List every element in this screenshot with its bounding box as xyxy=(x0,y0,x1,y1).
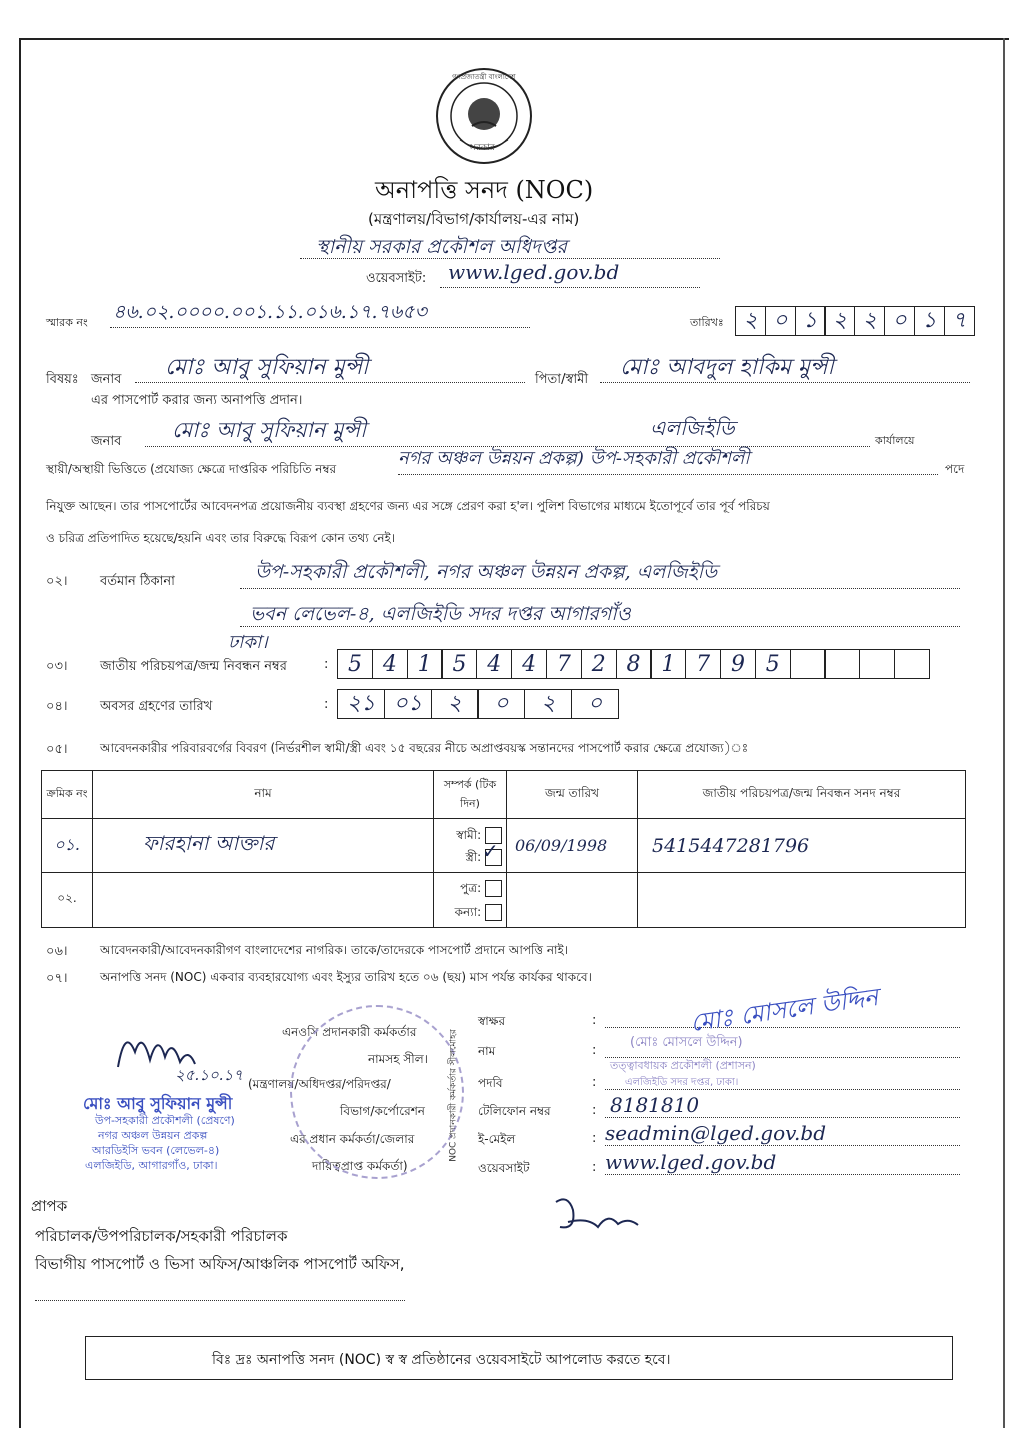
officer-signature: মোঃ মোসলে উদ্দিন xyxy=(688,982,880,1038)
row2-dob xyxy=(507,873,638,928)
website-label: ওয়েবসাইট: xyxy=(366,271,427,286)
rel-wife-label: স্ত্রী: xyxy=(465,849,482,864)
rel-daughter-label: কন্যা: xyxy=(454,905,482,919)
date-digit-cell: ৭ xyxy=(944,306,975,336)
website-dots xyxy=(605,1174,960,1175)
retire-label: অবসর গ্রহণের তারিখ xyxy=(100,699,213,714)
row1-name-text: ফারহানা আক্তার xyxy=(143,831,275,855)
applicant-sig-date: ২৫.১০.১৭ xyxy=(175,1066,243,1084)
retire-digit-cell: ২ xyxy=(431,689,479,719)
nid-digit-cell: 8 xyxy=(616,649,652,679)
header-dob: জন্ম তারিখ xyxy=(507,771,638,819)
officer-name-stamp: (মোঃ মোসলে উদ্দিন) xyxy=(630,1035,743,1050)
memo-line xyxy=(110,327,530,328)
page-title: অনাপত্তি সনদ (NOC) xyxy=(375,176,594,204)
officer-label-6: দায়িত্বপ্রাপ্ত কর্মকর্তা) xyxy=(312,1159,408,1173)
date-digit-cell: ২ xyxy=(735,306,766,336)
body-office: এলজিইডি xyxy=(650,416,735,440)
subject-janab: জনাব xyxy=(91,372,122,387)
colon-4: : xyxy=(592,1103,597,1118)
subject-label: বিষয়ঃ xyxy=(46,372,79,387)
field-name-label: নাম xyxy=(478,1044,496,1058)
applicant-stamp-line4: এলজিইডি, আগারগাঁও, ঢাকা। xyxy=(85,1159,218,1172)
nid-digit-cell: 4 xyxy=(476,649,512,679)
row2-serial: ০২. xyxy=(42,873,93,928)
family-label: আবেদনকারীর পরিবারবর্গের বিবরণ (নির্ভরশীল স্বামী/স্ত্রী এবং ১৫ বছরের নীচে অপ্রাপ্তবয়স্ক সন্তানদের পাসপোর্ট করার ক্ষেত্রে প্রযোজ্য)ঃ xyxy=(100,741,749,755)
recipient-label: প্রাপক xyxy=(31,1197,68,1215)
office-seal xyxy=(290,1005,464,1179)
nid-digit-cell: 9 xyxy=(720,649,756,679)
officer-label-3: (মন্ত্রণালয়/অধিদপ্তর/পরিদপ্তর/ xyxy=(248,1077,391,1091)
retire-digit-cell: ২১ xyxy=(337,689,385,719)
header-name: নাম xyxy=(93,771,434,819)
body-janab: জনাব xyxy=(91,434,122,449)
date-digit-cell: ২ xyxy=(824,306,855,336)
row1-serial-text: ০১. xyxy=(54,835,80,854)
recipient-line1: পরিচালক/উপপরিচালক/সহকারী পরিচালক xyxy=(35,1227,288,1245)
nid-digit-cell: 4 xyxy=(372,649,408,679)
nid-digit-cell: 5 xyxy=(755,649,791,679)
row2-relation xyxy=(434,873,507,928)
website-value: www.lged.gov.bd xyxy=(448,260,620,284)
row1-dob xyxy=(507,819,638,873)
designation-suffix: পদে xyxy=(945,462,965,476)
rel-son-label: পুত্র: xyxy=(460,881,482,895)
colon-2: : xyxy=(592,1043,597,1058)
office-suffix: কার্যালয়ে xyxy=(875,434,915,447)
date-label: তারিখঃ xyxy=(690,316,724,329)
citizen-text: আবেদনকারী/আবেদনকারীগণ বাংলাদেশের নাগরিক। তাকে/তাদেরকে পাসপোর্ট প্রদানে আপত্তি নাই। xyxy=(100,943,569,957)
initial-signature-icon xyxy=(548,1192,643,1237)
father-label: পিতা/স্বামী xyxy=(535,372,589,387)
officer-label-5: এর প্রধান কর্মকর্তা/জেলার xyxy=(290,1132,415,1146)
row1-nid-text: 5415447281796 xyxy=(652,834,810,857)
family-table xyxy=(41,770,966,928)
item-07-number: ০৭। xyxy=(46,971,68,986)
field-website-label: ওয়েবসাইট xyxy=(478,1161,530,1175)
table-row xyxy=(42,873,966,928)
father-name-line xyxy=(600,382,970,383)
officer-label-1: এনওসি প্রদানকারী কর্মকর্তার xyxy=(282,1025,417,1039)
phone-dots xyxy=(605,1117,960,1118)
colon-1: : xyxy=(592,1013,597,1028)
recipient-line2: বিভাগীয় পাসপোর্ট ও ভিসা অফিস/আঞ্চলিক পাসপোর্ট অফিস, xyxy=(35,1255,405,1273)
validity-text: অনাপত্তি সনদ (NOC) একবার ব্যবহারযোগ্য এবং ইস্যুর তারিখ হতে ০৬ (ছয়) মাস পর্যন্ত কার্যকর থাকবে। xyxy=(100,970,592,984)
rel-daughter-checkbox[interactable] xyxy=(485,904,502,921)
nid-digit-cell xyxy=(790,649,826,679)
date-digit-cell: ১ xyxy=(914,306,945,336)
nid-digit-cell: 7 xyxy=(685,649,721,679)
body-name: মোঃ আবু সুফিয়ান মুন্সী xyxy=(172,418,367,442)
recipient-blank-line xyxy=(35,1300,405,1301)
nid-label: জাতীয় পরিচয়পত্র/জন্ম নিবন্ধন নম্বর xyxy=(100,659,287,674)
office-name: স্থানীয় সরকার প্রকৌশল অধিদপ্তর xyxy=(316,236,567,258)
nid-digit-cell: 1 xyxy=(407,649,443,679)
retire-boxes xyxy=(337,689,618,719)
nid-digit-cell: 1 xyxy=(650,649,686,679)
address-line2: ভবন লেভেল-৪, এলজিইডি সদর দপ্তর আগারগাঁও xyxy=(250,603,631,625)
nid-digit-cell: 2 xyxy=(581,649,617,679)
memo-value: ৪৬.০২.০০০০.০০১.১১.০১৬.১৭.৭৬৫৩ xyxy=(113,301,427,323)
item-02-number: ০২। xyxy=(46,574,68,589)
rel-son-checkbox[interactable] xyxy=(485,880,502,897)
retire-digit-cell: ০ xyxy=(571,689,619,719)
rel-wife-checkbox[interactable] xyxy=(482,838,502,866)
applicant-stamp-line3: আরডিইসি ভবন (লেভেল-৪) xyxy=(92,1144,220,1157)
field-signature-label: স্বাক্ষর xyxy=(478,1014,506,1028)
nid-boxes xyxy=(337,649,929,679)
date-digit-cell: ১ xyxy=(795,306,826,336)
address-line1: উপ-সহকারী প্রকৌশলী, নগর অঞ্চল উন্নয়ন প্রকল্প, এলজিইডি xyxy=(255,561,718,583)
page-border-left xyxy=(19,38,21,1428)
officer-website: www.lged.gov.bd xyxy=(605,1150,777,1174)
officer-phone: 8181810 xyxy=(610,1093,700,1117)
table-row xyxy=(42,819,966,873)
emblem-text-top: গণপ্রজাতন্ত্রী বাংলাদেশ xyxy=(452,73,516,81)
header-nid: জাতীয় পরিচয়পত্র/জন্ম নিবন্ধন সনদ নম্বর xyxy=(638,771,966,819)
page-border-top xyxy=(19,38,1009,40)
footer-note: বিঃ দ্রঃ অনাপত্তি সনদ (NOC) স্ব স্ব প্রতিষ্ঠানের ওয়েবসাইটে আপলোড করতে হবে। xyxy=(212,1352,671,1368)
nid-colon: : xyxy=(324,657,329,672)
body-para2: নিযুক্ত আছেন। তার পাসপোর্টের আবেদনপত্র প্রয়োজনীয় ব্যবস্থা গ্রহণের জন্য এর সঙ্গে প্রেরণ করা হ'ল। পুলিশ বিভাগের মাধ্যমে ইতোপূর্বে তার পূর্ব পরিচয় xyxy=(46,499,770,513)
permanent-text: স্থায়ী/অস্থায়ী ভিত্তিতে (প্রযোজ্য ক্ষেত্রে দাপ্তরিক পরিচিতি নম্বর xyxy=(46,462,337,476)
designation-hand: নগর অঞ্চল উন্নয়ন প্রকল্প) উপ-সহকারী প্রকৌশলী xyxy=(398,448,750,469)
email-dots xyxy=(605,1145,960,1146)
date-digit-cell: ০ xyxy=(884,306,915,336)
page-subtitle: (মন্ত্রণালয়/বিভাগ/কার্যালয়-এর নাম) xyxy=(368,210,580,228)
check-mark-icon: ✓ xyxy=(482,838,499,863)
applicant-name-line xyxy=(135,382,525,383)
family-table-header xyxy=(42,771,966,819)
emblem-text-bottom: সরকার xyxy=(470,143,495,153)
officer-designation-stamp: তত্ত্বাবধায়ক প্রকৌশলী (প্রশাসন) xyxy=(610,1059,756,1072)
field-email-label: ই-মেইল xyxy=(478,1132,516,1146)
field-designation-label: পদবি xyxy=(478,1076,503,1090)
address-line2-dots xyxy=(240,626,960,627)
retire-colon: : xyxy=(324,697,329,712)
nid-digit-cell xyxy=(894,649,930,679)
designation-line xyxy=(398,474,938,475)
item-06-number: ০৬। xyxy=(46,944,68,959)
nid-digit-cell: 5 xyxy=(441,649,477,679)
memo-label: স্মারক নং xyxy=(46,316,88,329)
item-04-number: ০৪। xyxy=(46,699,68,714)
applicant-stamp-line1: উপ-সহকারী প্রকৌশলী (প্রেষণে) xyxy=(95,1114,235,1127)
row2-nid xyxy=(638,873,966,928)
applicant-stamp-name: মোঃ আবু সুফিয়ান মুন্সী xyxy=(83,1094,233,1113)
colon-6: : xyxy=(592,1160,597,1175)
officer-label-2: নামসহ সীল। xyxy=(368,1052,428,1066)
nid-digit-cell xyxy=(859,649,895,679)
date-boxes xyxy=(735,306,974,336)
header-relation: সম্পর্ক (টিক দিন) xyxy=(434,771,507,819)
row2-name xyxy=(93,873,434,928)
field-phone-label: টেলিফোন নম্বর xyxy=(478,1104,551,1118)
nid-digit-cell: 7 xyxy=(546,649,582,679)
retire-digit-cell: ০১ xyxy=(384,689,432,719)
office-name-line xyxy=(300,258,720,259)
officer-label-4: বিভাগ/কর্পোরেশন xyxy=(340,1104,425,1118)
vertical-seal-text: NOC প্রদানকারী কর্মকর্তার সীলমোহর xyxy=(448,1029,459,1162)
body-para3: ও চরিত্র প্রতিপাদিত হয়েছে/হয়নি এবং তার বিরুদ্ধে বিরূপ কোন তথ্য নেই। xyxy=(46,531,396,545)
nid-digit-cell xyxy=(824,649,860,679)
address-line1-dots xyxy=(240,588,960,589)
page-border-right xyxy=(1003,38,1005,1428)
date-digit-cell: ২ xyxy=(854,306,885,336)
website-line xyxy=(440,287,700,288)
nid-digit-cell: 5 xyxy=(337,649,373,679)
officer-email: seadmin@lged.gov.bd xyxy=(605,1121,826,1145)
applicant-name: মোঃ আবু সুফিয়ান মুন্সী xyxy=(165,355,369,380)
rel-husband-label: স্বামী: xyxy=(456,827,482,842)
row1-dob-text: 06/09/1998 xyxy=(515,836,608,855)
retire-digit-cell: ২ xyxy=(524,689,572,719)
item-05-number: ০৫। xyxy=(46,742,68,757)
item-03-number: ০৩। xyxy=(46,659,68,674)
subject-line2: এর পাসপোর্ট করার জন্য অনাপত্তি প্রদান। xyxy=(91,393,303,408)
address-label: বর্তমান ঠিকানা xyxy=(100,574,175,589)
father-name: মোঃ আবদুল হাকিম মুন্সী xyxy=(620,355,834,380)
applicant-stamp-line2: নগর অঞ্চল উন্নয়ন প্রকল্প xyxy=(98,1129,208,1142)
colon-3: : xyxy=(592,1075,597,1090)
row1-name xyxy=(93,819,434,873)
date-digit-cell: ০ xyxy=(765,306,796,336)
header-serial: ক্রমিক নং xyxy=(42,771,93,819)
address-line3: ঢাকা। xyxy=(228,632,268,653)
row1-serial xyxy=(42,819,93,873)
retire-digit-cell: ০ xyxy=(477,689,525,719)
row1-nid xyxy=(638,819,966,873)
colon-5: : xyxy=(592,1131,597,1146)
row1-relation xyxy=(434,819,507,873)
nid-digit-cell: 4 xyxy=(511,649,547,679)
officer-designation-stamp2: এলজিইডি সদর দপ্তর, ঢাকা। xyxy=(625,1077,739,1088)
